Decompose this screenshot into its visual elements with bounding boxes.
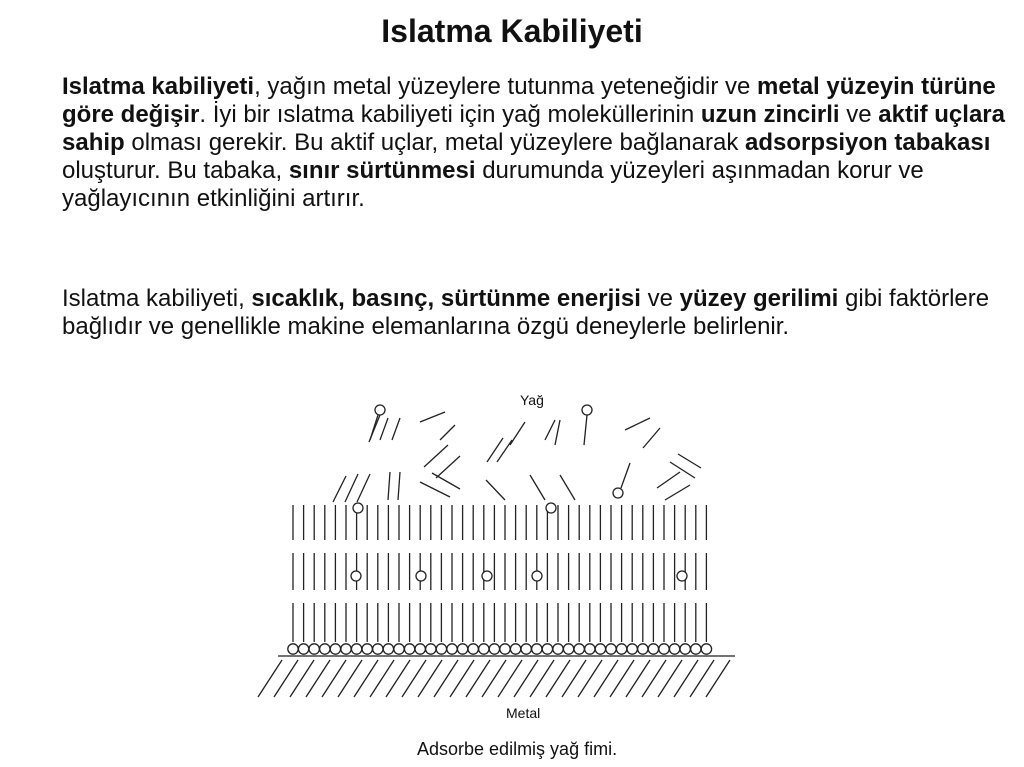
free-oil-chain bbox=[621, 463, 630, 488]
oil-molecules bbox=[288, 405, 712, 654]
polar-head bbox=[680, 644, 690, 654]
polar-head bbox=[479, 644, 489, 654]
metal-hatch-line bbox=[274, 660, 298, 697]
polar-head bbox=[582, 405, 592, 415]
polar-head bbox=[669, 644, 679, 654]
metal-hatch-line bbox=[354, 660, 378, 697]
polar-head bbox=[426, 644, 436, 654]
free-oil-chain bbox=[424, 445, 448, 467]
metal-hatch-line bbox=[642, 660, 666, 697]
polar-head bbox=[298, 644, 308, 654]
free-oil-chain bbox=[560, 475, 575, 500]
metal-hatch-line bbox=[306, 660, 330, 697]
metal-hatch-line bbox=[498, 660, 522, 697]
polar-head bbox=[353, 503, 363, 513]
free-oil-chain bbox=[333, 476, 346, 502]
polar-head bbox=[563, 644, 573, 654]
figure-caption: Adsorbe edilmiş yağ fimi. bbox=[417, 739, 618, 759]
free-oil-chain bbox=[392, 418, 400, 440]
metal-hatch-line bbox=[386, 660, 410, 697]
polar-head bbox=[436, 644, 446, 654]
metal-hatch-line bbox=[706, 660, 730, 697]
polar-head bbox=[330, 644, 340, 654]
metal-hatch-line bbox=[594, 660, 618, 697]
polar-head bbox=[341, 644, 351, 654]
free-oil-chain bbox=[357, 474, 370, 502]
bold-text: Islatma kabiliyeti bbox=[62, 73, 255, 100]
polar-head bbox=[546, 503, 556, 513]
polar-head bbox=[288, 644, 298, 654]
polar-head bbox=[468, 644, 478, 654]
polar-head bbox=[616, 644, 626, 654]
polar-head bbox=[416, 571, 426, 581]
free-oil-chain bbox=[380, 418, 388, 440]
polar-head bbox=[394, 644, 404, 654]
metal-hatch-line bbox=[338, 660, 362, 697]
metal-hatch-line bbox=[450, 660, 474, 697]
free-oil-chain bbox=[678, 454, 701, 468]
polar-head bbox=[585, 644, 595, 654]
free-oil-chain bbox=[486, 480, 505, 500]
polar-head bbox=[627, 644, 637, 654]
polar-head bbox=[595, 644, 605, 654]
text-span: gibi faktörlere bağlıdır ve genellikle makine elemanlarına özgü deneylerle belirlenir. bbox=[62, 285, 990, 340]
polar-head bbox=[362, 644, 372, 654]
metal-hatch-line bbox=[482, 660, 506, 697]
metal-hatch-line bbox=[322, 660, 346, 697]
polar-head bbox=[648, 644, 658, 654]
metal-hatch-line bbox=[674, 660, 698, 697]
polar-head bbox=[309, 644, 319, 654]
text-span: durumunda yüzeyleri aşınmadan korur ve yağlayıcının etkinliğini artırır. bbox=[62, 157, 924, 212]
bold-text: uzun zincirli bbox=[700, 101, 840, 128]
free-oil-chain bbox=[420, 412, 445, 422]
free-oil-chain bbox=[510, 422, 525, 445]
free-oil-chain bbox=[432, 473, 460, 489]
metal-hatch-line bbox=[258, 660, 282, 697]
text-span: ve bbox=[839, 101, 879, 128]
polar-head bbox=[351, 644, 361, 654]
bold-text: sıcaklık, basınç, sürtünme enerjisi bbox=[251, 285, 641, 312]
text-span: . İyi bir ıslatma kabiliyeti için yağ moleküllerinin bbox=[199, 101, 701, 128]
free-oil-chain bbox=[643, 428, 660, 448]
polar-head bbox=[457, 644, 467, 654]
free-oil-chain bbox=[625, 418, 650, 430]
metal-label: Metal bbox=[506, 705, 541, 721]
polar-head bbox=[691, 644, 701, 654]
free-oil-chain bbox=[398, 472, 400, 500]
free-oil-chain bbox=[665, 485, 690, 500]
free-oil-chain bbox=[440, 425, 455, 440]
polar-head bbox=[542, 644, 552, 654]
free-oil-chain bbox=[345, 474, 358, 502]
metal-hatch-line bbox=[546, 660, 570, 697]
polar-head bbox=[489, 644, 499, 654]
bold-text: sınır sürtünmesi bbox=[288, 157, 476, 184]
text-span: Islatma kabiliyeti, bbox=[62, 285, 252, 312]
text-span: , yağın metal yüzeylere tutunma yeteneğidir ve bbox=[254, 73, 758, 100]
free-oil-chain bbox=[487, 438, 503, 462]
free-oil-chain bbox=[584, 415, 587, 445]
text-span: ve bbox=[640, 285, 680, 312]
metal-hatch-line bbox=[658, 660, 682, 697]
bold-text: yüzey gerilimi bbox=[679, 285, 839, 312]
free-oil-chain bbox=[530, 475, 545, 500]
bold-text: aktif uçlara sahip bbox=[62, 101, 1005, 156]
metal-hatch-line bbox=[690, 660, 714, 697]
polar-head bbox=[482, 571, 492, 581]
free-oil-chain bbox=[369, 415, 380, 442]
oil-label: Yağ bbox=[520, 392, 544, 408]
polar-head bbox=[532, 644, 542, 654]
metal-surface bbox=[258, 656, 735, 697]
polar-head bbox=[404, 644, 414, 654]
polar-head bbox=[500, 644, 510, 654]
metal-hatch-line bbox=[402, 660, 426, 697]
free-oil-chain bbox=[657, 472, 680, 488]
metal-hatch-line bbox=[418, 660, 442, 697]
polar-head bbox=[415, 644, 425, 654]
polar-head bbox=[351, 571, 361, 581]
free-oil-chain bbox=[436, 456, 460, 478]
bold-text: metal yüzeyin türüne göre değişir bbox=[62, 73, 996, 128]
free-oil-chain bbox=[555, 420, 560, 445]
polar-head bbox=[510, 644, 520, 654]
polar-head bbox=[606, 644, 616, 654]
slide-title: Islatma Kabiliyeti bbox=[381, 13, 643, 49]
text-span: olması gerekir. Bu aktif uçlar, metal yüzeylere bağlanarak bbox=[124, 129, 745, 156]
metal-hatch-line bbox=[290, 660, 314, 697]
polar-head bbox=[383, 644, 393, 654]
metal-hatch-line bbox=[610, 660, 634, 697]
polar-head bbox=[320, 644, 330, 654]
metal-hatch-line bbox=[434, 660, 458, 697]
metal-hatch-line bbox=[514, 660, 538, 697]
polar-head bbox=[613, 488, 623, 498]
free-oil-chain bbox=[388, 472, 390, 500]
polar-head bbox=[447, 644, 457, 654]
polar-head bbox=[521, 644, 531, 654]
polar-head bbox=[638, 644, 648, 654]
polar-head bbox=[677, 571, 687, 581]
polar-head bbox=[553, 644, 563, 654]
metal-hatch-line bbox=[626, 660, 650, 697]
polar-head bbox=[373, 644, 383, 654]
bold-text: adsorpsiyon tabakası bbox=[744, 129, 991, 156]
polar-head bbox=[659, 644, 669, 654]
metal-hatch-line bbox=[562, 660, 586, 697]
metal-hatch-line bbox=[370, 660, 394, 697]
polar-head bbox=[574, 644, 584, 654]
free-oil-chain bbox=[420, 482, 450, 497]
text-span: oluşturur. Bu tabaka, bbox=[62, 157, 289, 184]
polar-head bbox=[701, 644, 711, 654]
metal-hatch-line bbox=[530, 660, 554, 697]
metal-hatch-line bbox=[466, 660, 490, 697]
free-oil-chain bbox=[545, 420, 555, 440]
polar-head bbox=[532, 571, 542, 581]
polar-head bbox=[375, 405, 385, 415]
metal-hatch-line bbox=[578, 660, 602, 697]
